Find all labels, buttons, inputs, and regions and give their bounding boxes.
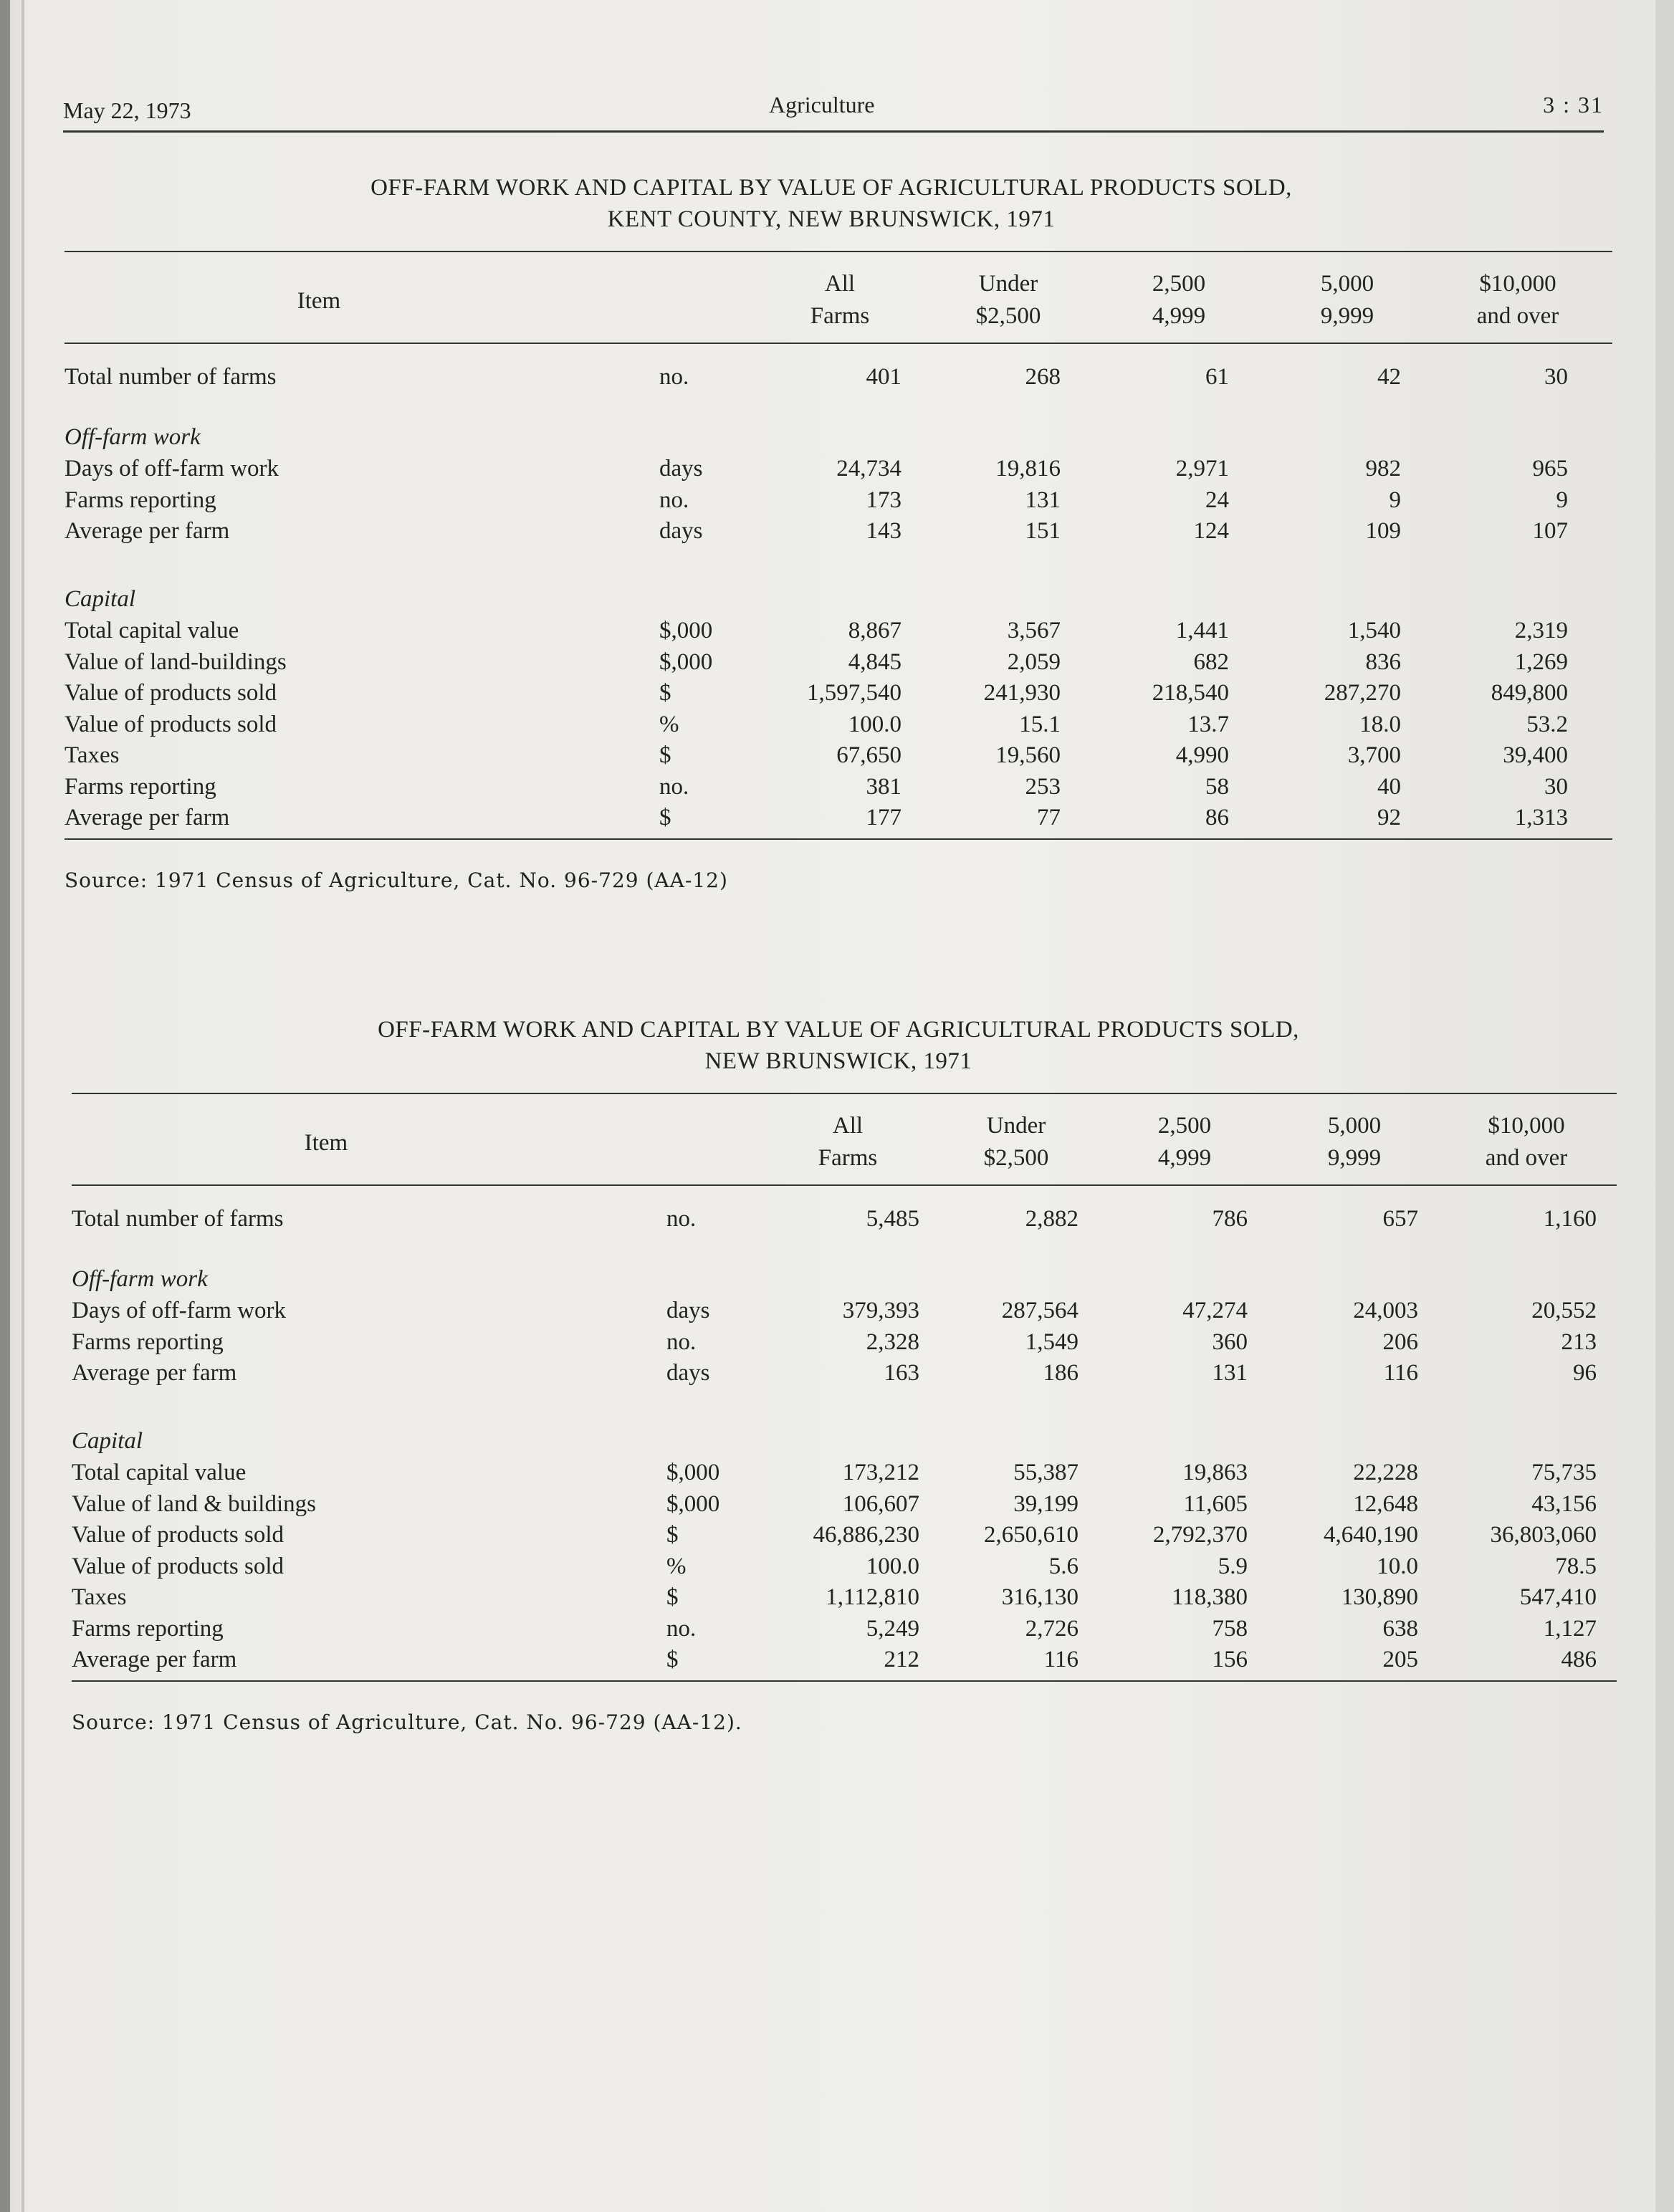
- off-farm-row-value: 360: [1212, 1328, 1248, 1355]
- header-date: May 22, 1973: [63, 97, 191, 123]
- column-header-line1: Under: [986, 1113, 1046, 1139]
- total-farms-row-label: Total number of farms: [72, 1206, 284, 1232]
- off-farm-row-value: 163: [884, 1360, 919, 1386]
- capital-row-unit: no.: [666, 1615, 697, 1642]
- capital-row-value: 547,410: [1519, 1584, 1597, 1610]
- capital-row-value: 1,127: [1543, 1615, 1597, 1642]
- off-farm-row-value: 24,003: [1353, 1298, 1418, 1323]
- off-farm-row-unit: days: [659, 518, 703, 544]
- capital-row-label: Value of products sold: [64, 680, 277, 706]
- capital-row-value: 2,059: [1007, 648, 1061, 675]
- off-farm-row-unit: no.: [659, 487, 689, 513]
- capital-row-label: Value of products sold: [72, 1553, 284, 1579]
- column-header-item: Item: [297, 288, 341, 314]
- section-heading-off-farm: Off-farm work: [72, 1266, 208, 1292]
- off-farm-row-value: 9: [1556, 487, 1568, 513]
- total-farms-row-value: 5,485: [866, 1206, 919, 1232]
- capital-row-label: Value of products sold: [64, 711, 277, 737]
- capital-row-label: Total capital value: [64, 618, 239, 643]
- capital-row-label: Average per farm: [72, 1647, 237, 1672]
- off-farm-row-unit: days: [659, 456, 703, 482]
- section-heading-capital: Capital: [72, 1428, 143, 1454]
- table-title-line1: OFF-FARM WORK AND CAPITAL BY VALUE OF AGRICULTURAL PRODUCTS SOLD,: [370, 175, 1292, 201]
- column-header-line2: 4,999: [1152, 303, 1206, 329]
- capital-row-value: 22,228: [1353, 1460, 1418, 1485]
- total-farms-row-value: 401: [866, 364, 901, 390]
- off-farm-row-unit: no.: [666, 1328, 697, 1355]
- header-page-number: 3 : 31: [1543, 92, 1604, 118]
- off-farm-row-value: 47,274: [1182, 1298, 1248, 1323]
- column-header-line1: $10,000: [1488, 1113, 1565, 1139]
- capital-row-label: Taxes: [72, 1584, 127, 1610]
- off-farm-row-value: 19,816: [995, 456, 1061, 482]
- capital-row-value: 1,597,540: [807, 680, 901, 706]
- capital-row-value: 4,640,190: [1324, 1522, 1418, 1548]
- off-farm-row-value: 24,734: [836, 456, 901, 482]
- off-farm-row-value: 379,393: [842, 1298, 919, 1323]
- total-farms-row-value: 2,882: [1025, 1206, 1078, 1232]
- header-bottom-rule: [64, 343, 1612, 344]
- off-farm-row-unit: days: [666, 1360, 710, 1386]
- off-farm-row-label: Days of off-farm work: [72, 1298, 287, 1323]
- capital-row-unit: $: [659, 805, 671, 830]
- table-top-rule: [72, 1093, 1617, 1094]
- capital-row-label: Taxes: [64, 742, 120, 768]
- capital-row-value: 55,387: [1013, 1460, 1078, 1485]
- column-header-line1: 2,500: [1157, 1113, 1212, 1139]
- capital-row-value: 218,540: [1152, 680, 1229, 706]
- capital-row-value: 15.1: [1019, 711, 1061, 737]
- total-farms-row-unit: no.: [666, 1206, 697, 1232]
- capital-row-value: 156: [1212, 1647, 1248, 1672]
- capital-row-value: 1,441: [1175, 618, 1229, 643]
- off-farm-row-label: Farms reporting: [72, 1328, 224, 1355]
- section-heading-off-farm: Off-farm work: [64, 424, 201, 450]
- page-edge: [1655, 0, 1674, 2212]
- capital-row-value: 836: [1365, 648, 1401, 675]
- capital-row-unit: $,000: [666, 1460, 720, 1485]
- capital-row-value: 316,130: [1001, 1584, 1078, 1610]
- capital-row-value: 381: [866, 773, 901, 800]
- column-header-line2: 9,999: [1320, 303, 1374, 329]
- capital-row-unit: no.: [659, 773, 689, 800]
- capital-row-value: 5.6: [1048, 1553, 1078, 1579]
- off-farm-row-value: 143: [866, 518, 901, 544]
- column-header-line2: and over: [1476, 303, 1559, 329]
- capital-row-value: 253: [1025, 773, 1061, 800]
- off-farm-row-value: 2,971: [1175, 456, 1229, 482]
- capital-row-value: 46,886,230: [813, 1522, 919, 1548]
- column-header-line2: $2,500: [975, 303, 1041, 329]
- capital-row-value: 241,930: [983, 680, 1061, 706]
- capital-row-value: 36,803,060: [1490, 1522, 1597, 1548]
- capital-row-value: 86: [1205, 805, 1229, 830]
- capital-row-value: 177: [866, 805, 901, 830]
- column-header-line2: Farms: [818, 1145, 878, 1171]
- capital-row-unit: $,000: [659, 648, 713, 675]
- capital-row-value: 19,560: [995, 742, 1061, 768]
- column-header-line2: and over: [1485, 1145, 1568, 1171]
- capital-row-value: 1,540: [1347, 618, 1401, 643]
- column-header-item: Item: [304, 1130, 348, 1156]
- total-farms-row-value: 30: [1544, 364, 1568, 390]
- capital-row-value: 1,112,810: [826, 1584, 919, 1610]
- binding-edge: [0, 0, 10, 2212]
- capital-row-value: 1,313: [1514, 805, 1568, 830]
- capital-row-value: 4,845: [848, 648, 901, 675]
- table-bottom-rule: [72, 1680, 1617, 1682]
- off-farm-row-value: 107: [1532, 518, 1568, 544]
- capital-row-unit: $: [666, 1584, 679, 1610]
- capital-row-value: 1,269: [1514, 648, 1568, 675]
- capital-row-value: 30: [1544, 773, 1568, 800]
- capital-row-label: Total capital value: [72, 1460, 247, 1485]
- capital-row-unit: $,000: [659, 618, 713, 643]
- capital-row-label: Average per farm: [64, 805, 230, 830]
- table-source-note: Source: 1971 Census of Agriculture, Cat. No. 96-729 (AA-12).: [72, 1710, 742, 1734]
- column-header-line1: Under: [978, 271, 1038, 297]
- capital-row-value: 758: [1212, 1615, 1248, 1642]
- capital-row-value: 2,726: [1025, 1615, 1078, 1642]
- off-farm-row-label: Average per farm: [64, 518, 230, 544]
- capital-row-value: 100.0: [848, 711, 901, 737]
- capital-row-value: 106,607: [842, 1490, 919, 1517]
- total-farms-row-value: 657: [1382, 1206, 1418, 1232]
- capital-row-value: 39,400: [1503, 742, 1568, 768]
- off-farm-row-label: Average per farm: [72, 1360, 237, 1386]
- off-farm-row-unit: days: [666, 1298, 710, 1323]
- capital-row-value: 67,650: [836, 742, 901, 768]
- header-bottom-rule: [72, 1184, 1617, 1186]
- total-farms-row-value: 268: [1025, 364, 1061, 390]
- off-farm-row-value: 20,552: [1531, 1298, 1597, 1323]
- capital-row-value: 638: [1382, 1615, 1418, 1642]
- capital-row-label: Farms reporting: [72, 1615, 224, 1642]
- off-farm-row-value: 1,549: [1025, 1328, 1078, 1355]
- capital-row-unit: $: [666, 1522, 679, 1548]
- capital-row-value: 18.0: [1359, 711, 1401, 737]
- capital-row-value: 173,212: [842, 1460, 919, 1485]
- column-header-line2: $2,500: [983, 1145, 1049, 1171]
- capital-row-value: 682: [1193, 648, 1229, 675]
- total-farms-row-value: 1,160: [1543, 1206, 1597, 1232]
- capital-row-value: 5,249: [866, 1615, 919, 1642]
- table-bottom-rule: [64, 838, 1612, 840]
- off-farm-row-value: 213: [1561, 1328, 1597, 1355]
- capital-row-value: 130,890: [1341, 1584, 1418, 1610]
- column-header-line1: 5,000: [1327, 1113, 1382, 1139]
- capital-row-value: 3,567: [1007, 618, 1061, 643]
- capital-row-label: Value of products sold: [72, 1522, 284, 1548]
- off-farm-row-value: 109: [1365, 518, 1401, 544]
- column-header-line2: 4,999: [1157, 1145, 1212, 1171]
- capital-row-unit: %: [659, 711, 679, 737]
- table-title-line2: KENT COUNTY, NEW BRUNSWICK, 1971: [607, 206, 1056, 232]
- capital-row-value: 849,800: [1491, 680, 1568, 706]
- off-farm-row-value: 9: [1389, 487, 1401, 513]
- capital-row-label: Value of land & buildings: [72, 1490, 316, 1517]
- capital-row-value: 212: [884, 1647, 919, 1672]
- capital-row-unit: $: [659, 742, 671, 768]
- page-header: [63, 92, 1604, 133]
- capital-row-value: 486: [1561, 1647, 1597, 1672]
- capital-row-value: 92: [1377, 805, 1401, 830]
- off-farm-row-value: 173: [866, 487, 901, 513]
- column-header-line2: Farms: [810, 303, 870, 329]
- column-header-line1: 2,500: [1152, 271, 1206, 297]
- capital-row-unit: $,000: [666, 1490, 720, 1517]
- capital-row-value: 12,648: [1353, 1490, 1418, 1517]
- capital-row-unit: $: [659, 680, 671, 706]
- capital-row-value: 118,380: [1171, 1584, 1248, 1610]
- off-farm-row-value: 206: [1382, 1328, 1418, 1355]
- off-farm-row-value: 116: [1383, 1360, 1418, 1386]
- capital-row-value: 77: [1037, 805, 1061, 830]
- total-farms-row-value: 786: [1212, 1206, 1248, 1232]
- off-farm-row-label: Farms reporting: [64, 487, 216, 513]
- off-farm-row-value: 982: [1365, 456, 1401, 482]
- capital-row-value: 4,990: [1175, 742, 1229, 768]
- capital-row-value: 13.7: [1187, 711, 1229, 737]
- capital-row-value: 116: [1043, 1647, 1078, 1672]
- capital-row-unit: %: [666, 1553, 687, 1579]
- column-header-line1: All: [832, 1113, 864, 1139]
- capital-row-value: 39,199: [1013, 1490, 1078, 1517]
- capital-row-value: 40: [1377, 773, 1401, 800]
- capital-row-value: 287,270: [1324, 680, 1401, 706]
- capital-row-value: 19,863: [1182, 1460, 1248, 1485]
- capital-row-value: 53.2: [1526, 711, 1568, 737]
- section-heading-capital: Capital: [64, 586, 136, 612]
- header-section: Agriculture: [769, 92, 875, 118]
- capital-row-unit: $: [666, 1647, 679, 1672]
- capital-row-value: 75,735: [1531, 1460, 1597, 1485]
- capital-row-value: 10.0: [1377, 1553, 1418, 1579]
- capital-row-value: 205: [1382, 1647, 1418, 1672]
- capital-row-value: 43,156: [1531, 1490, 1597, 1517]
- capital-row-value: 78.5: [1555, 1553, 1597, 1579]
- table-title-line2: NEW BRUNSWICK, 1971: [704, 1048, 972, 1074]
- off-farm-row-value: 151: [1025, 518, 1061, 544]
- off-farm-row-value: 124: [1193, 518, 1229, 544]
- off-farm-row-value: 965: [1532, 456, 1568, 482]
- capital-row-label: Value of land-buildings: [64, 648, 287, 675]
- total-farms-row-value: 61: [1205, 364, 1229, 390]
- capital-row-value: 5.9: [1218, 1553, 1248, 1579]
- off-farm-row-value: 24: [1205, 487, 1229, 513]
- capital-row-value: 2,792,370: [1153, 1522, 1248, 1548]
- table-top-rule: [64, 251, 1612, 252]
- total-farms-row-label: Total number of farms: [64, 364, 277, 390]
- capital-row-value: 2,650,610: [984, 1522, 1078, 1548]
- off-farm-row-label: Days of off-farm work: [64, 456, 279, 482]
- capital-row-label: Farms reporting: [64, 773, 216, 800]
- table-source-note: Source: 1971 Census of Agriculture, Cat. No. 96-729 (AA-12): [64, 868, 728, 892]
- capital-row-value: 58: [1205, 773, 1229, 800]
- column-header-line1: $10,000: [1479, 271, 1556, 297]
- capital-row-value: 100.0: [866, 1553, 919, 1579]
- capital-row-value: 8,867: [848, 618, 901, 643]
- off-farm-row-value: 2,328: [866, 1328, 919, 1355]
- binding-shadow: [21, 0, 24, 2212]
- off-farm-row-value: 287,564: [1001, 1298, 1078, 1323]
- capital-row-value: 3,700: [1347, 742, 1401, 768]
- capital-row-value: 2,319: [1514, 618, 1568, 643]
- off-farm-row-value: 186: [1043, 1360, 1078, 1386]
- capital-row-value: 11,605: [1183, 1490, 1248, 1517]
- off-farm-row-value: 96: [1573, 1360, 1597, 1386]
- column-header-line2: 9,999: [1327, 1145, 1382, 1171]
- table-title-line1: OFF-FARM WORK AND CAPITAL BY VALUE OF AGRICULTURAL PRODUCTS SOLD,: [378, 1017, 1299, 1043]
- off-farm-row-value: 131: [1025, 487, 1061, 513]
- total-farms-row-unit: no.: [659, 364, 689, 390]
- column-header-line1: All: [824, 271, 856, 297]
- total-farms-row-value: 42: [1377, 364, 1401, 390]
- off-farm-row-value: 131: [1212, 1360, 1248, 1386]
- column-header-line1: 5,000: [1320, 271, 1374, 297]
